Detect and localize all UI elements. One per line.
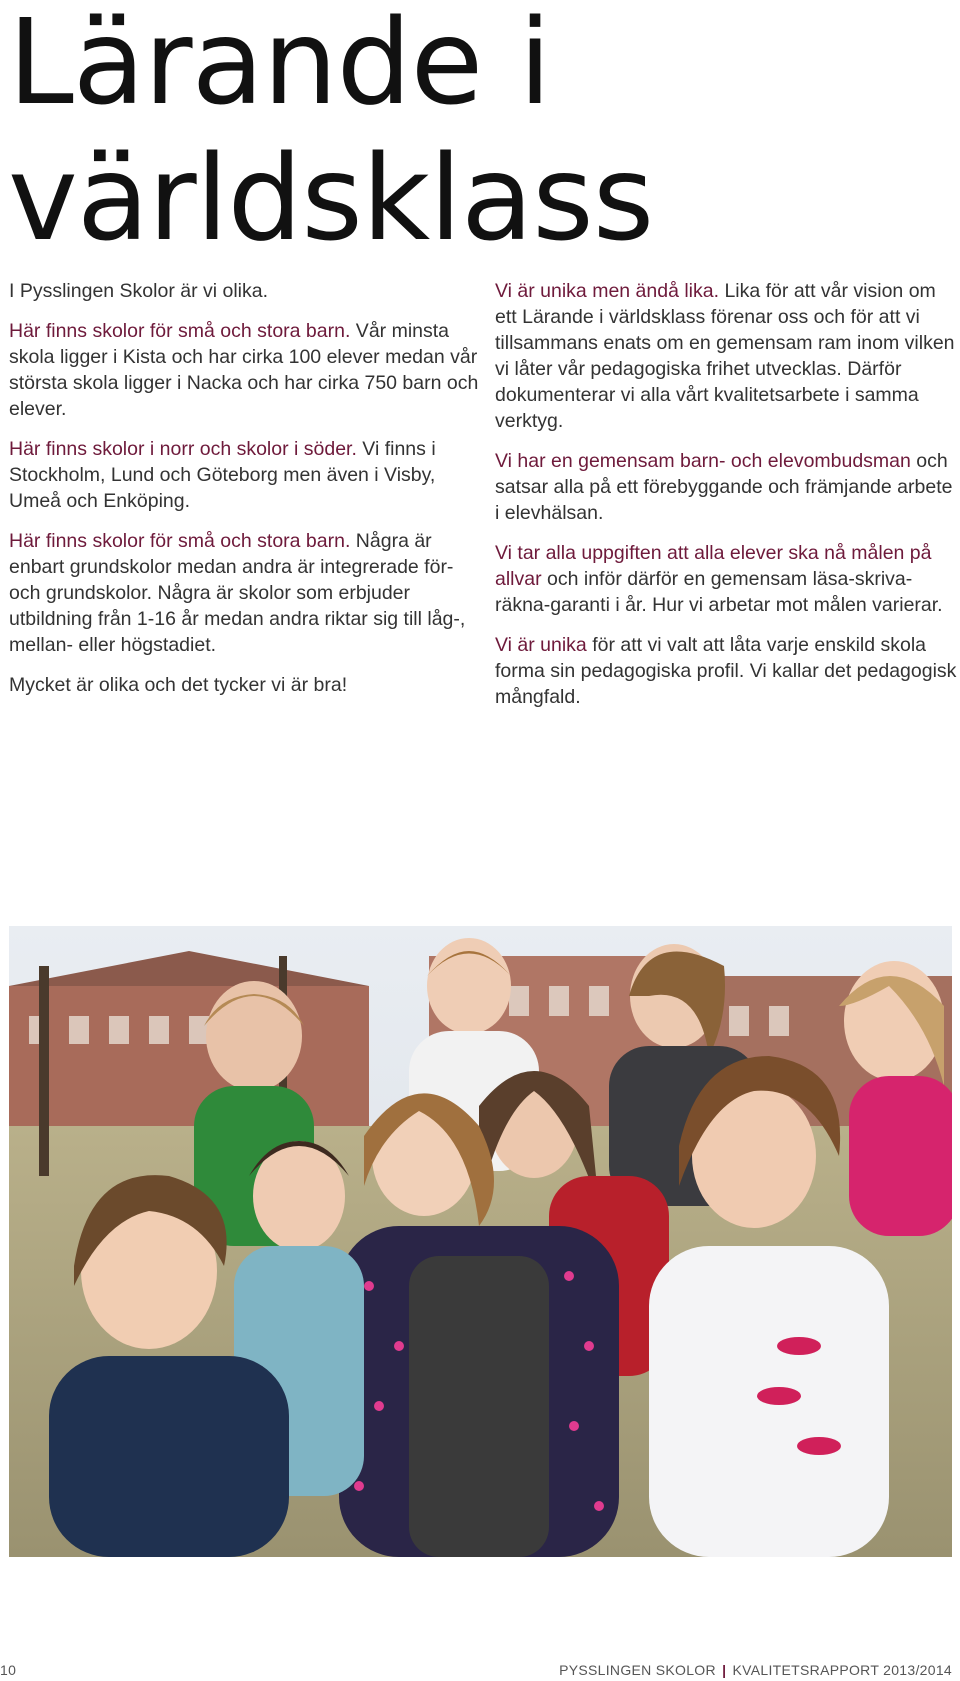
brand-name: PYSSLINGEN SKOLOR xyxy=(559,1662,716,1678)
paragraph-unique xyxy=(495,278,960,434)
page-number: 10 xyxy=(0,1662,17,1678)
report-name: KVALITETSRAPPORT 2013/2014 xyxy=(732,1662,952,1678)
paragraph-text: Mycket är olika och det tycker vi är bra! xyxy=(9,674,348,696)
group-of-children-photo xyxy=(9,926,952,1557)
paragraph-school-types xyxy=(9,528,479,658)
page-title xyxy=(8,0,653,266)
paragraph-ombudsman xyxy=(495,448,960,526)
title-line-1: Lärande i xyxy=(8,0,551,131)
paragraph-size xyxy=(9,318,479,422)
intro-paragraph xyxy=(9,278,479,304)
paragraph-text: Vi finns i Stockholm, Lund och Göteborg men även i Visby, Umeå och Enköping. xyxy=(9,438,436,512)
paragraph-text: för att vi valt att låta varje enskild skola forma sin pedagogiska profil. Vi kallar det pedagogisk mångfald. xyxy=(495,634,957,708)
paragraph-highlight: Här finns skolor för små och stora barn. xyxy=(9,530,351,552)
closing-paragraph xyxy=(9,672,479,698)
paragraph-location xyxy=(9,436,479,514)
paragraph-highlight: Vi har en gemensam barn- och elevombudsman xyxy=(495,450,911,472)
footer-separator: | xyxy=(722,1662,727,1678)
paragraph-text: Några är enbart grundskolor medan andra är integrerade för- och grundskolor. Några är skolor som erbjuder utbildning från 1-16 år medan andra riktar sig till låg-, mellan- eller högstadiet. xyxy=(9,530,466,656)
paragraph-text: Lika för att vår vision om ett Lärande i världsklass förenar oss och för att vi tillsammans enats om en gemensam ram inom vilken vi låter vår pedagogiska frihet utvecklas. Därför dokumenterar vi alla vårt kvalitetsarbete i samma verktyg. xyxy=(495,280,955,432)
paragraph-text: Vår minsta skola ligger i Kista och har cirka 100 elever medan vår största skola ligger i Nacka och har cirka 750 barn och elever. xyxy=(9,320,479,420)
paragraph-text: och inför därför en gemensam läsa-skriva-räkna-garanti i år. Hur vi arbetar mot målen varierar. xyxy=(495,568,943,616)
right-column xyxy=(495,278,960,724)
paragraph-text: och satsar alla på ett förebyggande och främjande arbete i elevhälsan. xyxy=(495,450,953,524)
title-line-2: världsklass xyxy=(8,129,654,267)
intro-text: I Pysslingen Skolor är vi olika. xyxy=(9,280,269,302)
paragraph-highlight: Vi är unika men ändå lika. xyxy=(495,280,720,302)
footer-brand xyxy=(559,1662,952,1678)
photo-illustration xyxy=(9,926,952,1557)
paragraph-highlight: Här finns skolor i norr och skolor i söder. xyxy=(9,438,357,460)
paragraph-highlight: Här finns skolor för små och stora barn. xyxy=(9,320,351,342)
paragraph-goals xyxy=(495,540,960,618)
left-column xyxy=(9,278,479,712)
paragraph-highlight: Vi tar alla uppgiften att alla elever ska nå målen på allvar xyxy=(495,542,932,590)
paragraph-highlight: Vi är unika xyxy=(495,634,587,656)
paragraph-profile xyxy=(495,632,960,710)
